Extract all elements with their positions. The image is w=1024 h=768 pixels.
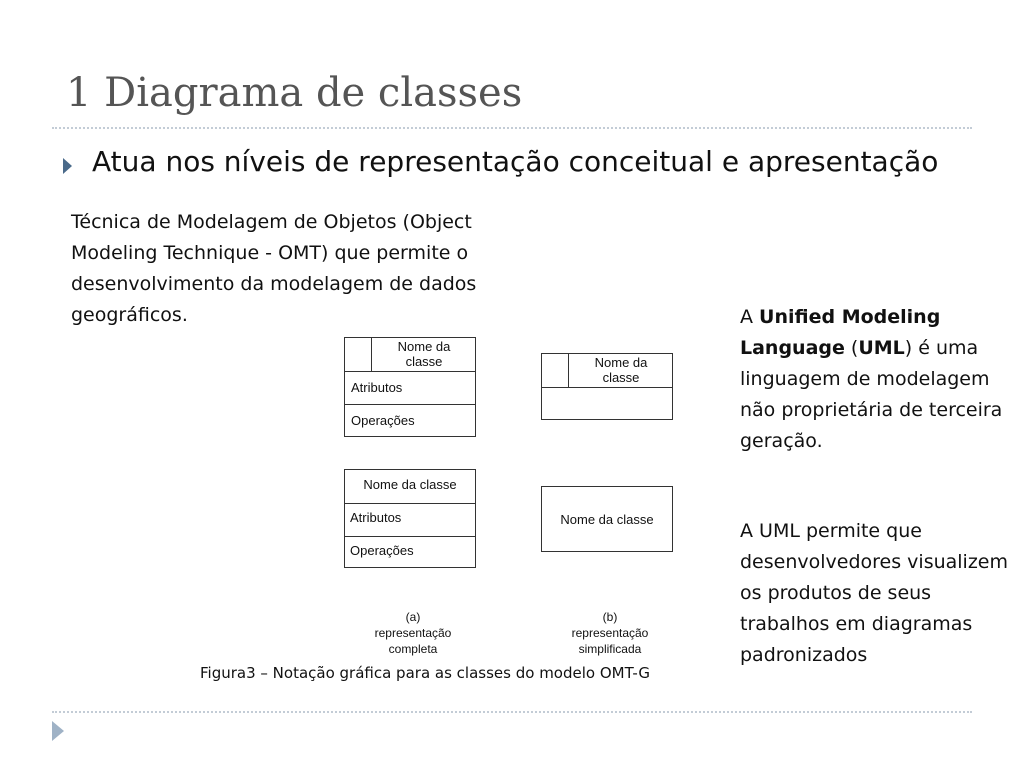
divider [345, 503, 475, 504]
uml-pre: A [740, 306, 760, 328]
uml-term: Unified Modeling Language [740, 306, 941, 359]
bottom-separator [52, 711, 972, 713]
divider [345, 371, 475, 372]
subcaption-b [540, 609, 680, 657]
operations-label: Operações [351, 413, 415, 428]
slide-title: 1 Diagrama de classes [66, 70, 523, 116]
subcaption-b-line2: representação [571, 626, 649, 640]
class-name-line2: classe [405, 354, 443, 369]
uml-abbrev: UML [858, 337, 905, 359]
attributes-label: Atributos [351, 380, 403, 395]
class-name-label [375, 339, 473, 369]
figure-caption: Figura3 – Notação gráfica para as classes do modelo OMT-G [200, 664, 650, 682]
top-separator [52, 127, 972, 129]
class-box-conv-simplified [541, 486, 673, 552]
class-name-label: Nome da classe [363, 477, 457, 492]
class-box-conv-complete [344, 469, 476, 568]
class-name-line2: classe [602, 370, 640, 385]
subcaption-a [343, 609, 483, 657]
subcaption-b-line1: (b) [602, 610, 618, 624]
geo-corner-divider [371, 338, 372, 371]
subcaption-b-line3: simplificada [578, 642, 642, 656]
subcaption-a-line1: (a) [405, 610, 421, 624]
omt-description: Técnica de Modelagem de Objetos (Object Modeling Technique - OMT) que permite o desenvolvimento da modelagem de dados geográficos. [71, 211, 477, 326]
uml-definition [740, 302, 1022, 457]
bullet-triangle-icon [63, 158, 72, 174]
class-name-line1: Nome da [594, 355, 648, 370]
attributes-label: Atributos [350, 510, 402, 525]
divider [345, 536, 475, 537]
class-name-label [572, 355, 670, 385]
divider [345, 404, 475, 405]
divider [542, 387, 672, 388]
uml-purpose: A UML permite que desenvolvedores visualizem os produtos de seus trabalhos em diagramas padronizados [740, 520, 1009, 666]
uml-mid: ( [844, 337, 859, 359]
subcaption-a-line2: representação [374, 626, 452, 640]
class-name-label: Nome da classe [560, 512, 654, 527]
geo-corner-divider [568, 354, 569, 387]
class-name-line1: Nome da [397, 339, 451, 354]
bullet-text: Atua nos níveis de representação conceitual e apresentação [92, 145, 939, 178]
class-box-geo-simplified [541, 353, 673, 420]
subcaption-a-line3: completa [388, 642, 438, 656]
operations-label: Operações [350, 543, 414, 558]
next-slide-arrow-icon[interactable] [52, 721, 64, 741]
class-box-geo-complete [344, 337, 476, 437]
uml-post: ) é uma linguagem de modelagem não proprietária de terceira geração. [740, 337, 1003, 452]
